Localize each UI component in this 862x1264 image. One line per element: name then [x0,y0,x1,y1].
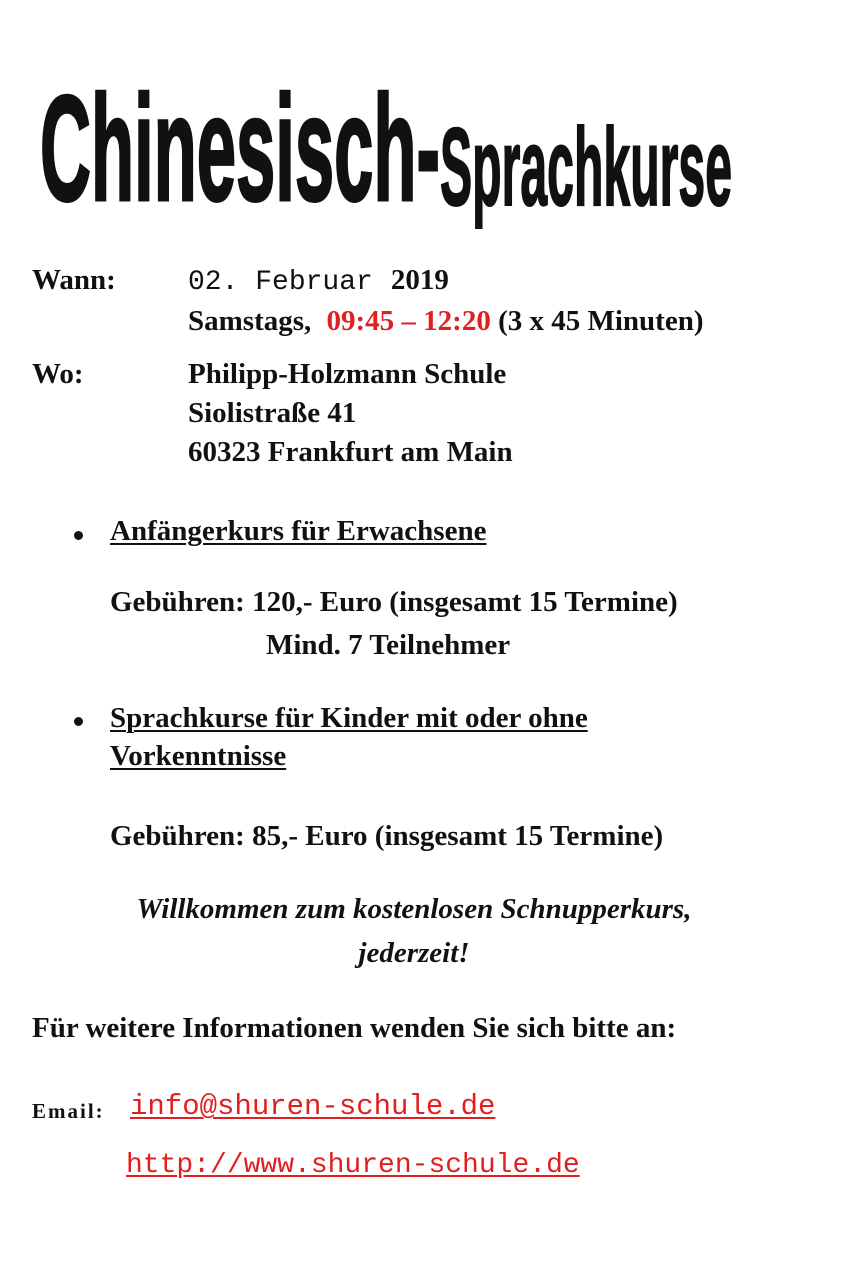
when-time-line [188,305,704,338]
where-line3: 60323 Frankfurt am Main [188,436,513,468]
email-label: Email: [32,1099,105,1123]
title-wordart [40,64,732,230]
bullet-icon [74,531,83,540]
website-link[interactable]: http://www.shuren-schule.de [126,1150,580,1181]
when-day: Samstags, [188,305,312,337]
when-year: 2019 [390,264,449,296]
where-label: Wo: [32,358,84,390]
course2-heading-line2: Vorkenntnisse [110,740,287,772]
website-line [126,1150,580,1181]
page-title [0,0,862,230]
email-line [130,1090,495,1123]
course1-heading: Anfängerkurs für Erwachsene [110,515,487,547]
when-date-line [188,264,449,298]
when-duration: (3 x 45 Minuten) [498,305,704,337]
when-date: 02. Februar [188,267,373,298]
welcome-line2: jederzeit! [358,937,470,969]
welcome-line1: Willkommen zum kostenlosen Schnupperkurs, [136,893,692,925]
course2-heading-line1: Sprachkurse für Kinder mit oder ohne [110,702,588,734]
title-part2: Sprachkurse [440,106,732,229]
where-line2: Siolistraße 41 [188,397,357,429]
when-label: Wann: [32,264,116,296]
course1-min: Mind. 7 Teilnehmer [266,629,511,661]
course1-fees: Gebühren: 120,- Euro (insgesamt 15 Termine) [110,586,678,618]
contact-intro: Für weitere Informationen wenden Sie sich bitte an: [32,1012,677,1044]
bullet-icon [74,717,83,726]
where-line1: Philipp-Holzmann Schule [188,358,507,390]
title-part1: Chinesisch- [40,64,440,230]
email-link[interactable]: info@shuren-schule.de [130,1090,496,1123]
when-time: 09:45 – 12:20 [326,305,491,337]
course2-fees: Gebühren: 85,- Euro (insgesamt 15 Termine) [110,820,664,852]
